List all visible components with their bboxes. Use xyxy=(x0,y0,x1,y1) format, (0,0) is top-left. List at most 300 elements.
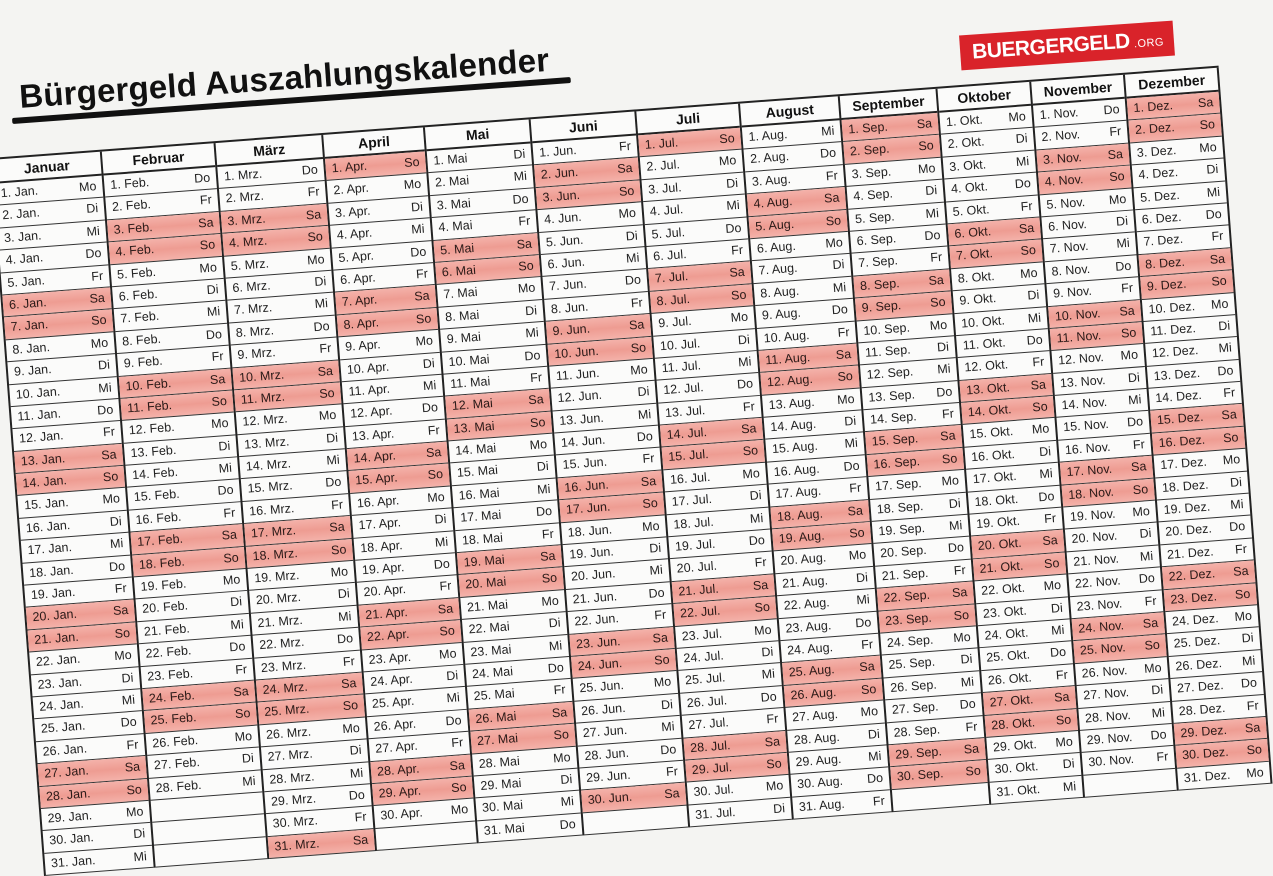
day-weekday: So xyxy=(1210,273,1228,289)
day-weekday: So xyxy=(929,294,947,311)
month-header: Juni xyxy=(531,112,637,144)
day-date: 18. Aug. xyxy=(776,506,824,524)
day-weekday: Di xyxy=(625,228,639,244)
day-weekday: So xyxy=(941,451,958,467)
day-weekday: Fr xyxy=(517,213,531,229)
day-date: 7. Dez. xyxy=(1143,232,1184,250)
day-weekday: Di xyxy=(1038,444,1052,460)
day-weekday: Do xyxy=(523,347,541,363)
day-date: 15. Feb. xyxy=(133,487,181,505)
page-title: Bürgergeld Auszahlungskalender xyxy=(18,40,551,115)
day-date: 31. Aug. xyxy=(798,796,846,814)
day-date: 21. Okt. xyxy=(979,558,1024,576)
day-weekday: Mi xyxy=(1062,779,1077,795)
day-weekday: Mi xyxy=(314,296,329,312)
day-date: 1. Jun. xyxy=(538,143,578,160)
day-weekday: So xyxy=(1144,638,1161,654)
day-weekday: So xyxy=(1234,586,1251,602)
day-date: 16. Okt. xyxy=(970,446,1016,465)
day-date: 30. Jan. xyxy=(48,830,95,848)
day-weekday: Do xyxy=(228,639,246,655)
day-date: 18. Mrz. xyxy=(252,545,299,564)
day-weekday: Fr xyxy=(1108,124,1122,140)
day-weekday: Mo xyxy=(941,473,960,489)
day-date: 23. Jun. xyxy=(575,633,621,651)
day-date: 2. Jul. xyxy=(646,157,681,175)
day-weekday: Di xyxy=(121,670,134,686)
day-date: 28. Okt. xyxy=(990,714,1036,733)
day-date: 17. Apr. xyxy=(358,515,402,533)
day-weekday: So xyxy=(517,258,535,274)
day-date: 11. Jan. xyxy=(16,406,62,424)
day-weekday: Di xyxy=(445,668,459,684)
day-weekday: So xyxy=(742,443,759,459)
day-date: 27. Nov. xyxy=(1082,685,1130,703)
day-weekday: Fr xyxy=(126,737,139,753)
day-date: 22. Feb. xyxy=(145,643,192,661)
day-date: 7. Mrz. xyxy=(233,300,273,318)
day-weekday: Sa xyxy=(616,161,634,177)
day-weekday: So xyxy=(860,681,877,697)
day-date: 16. Feb. xyxy=(135,509,182,527)
day-weekday: So xyxy=(199,237,216,253)
day-weekday: Sa xyxy=(1130,459,1147,475)
day-weekday: Do xyxy=(535,504,553,520)
day-weekday: Fr xyxy=(342,653,356,669)
day-weekday: Mo xyxy=(1234,608,1253,624)
day-weekday: Di xyxy=(1115,213,1129,229)
day-weekday: Do xyxy=(421,400,439,416)
day-date: 14. Okt. xyxy=(967,402,1013,420)
day-date: 23. Sep. xyxy=(884,610,933,628)
day-date: 15. Jul. xyxy=(667,447,710,465)
day-weekday: So xyxy=(541,571,558,587)
day-weekday: Fr xyxy=(825,168,839,184)
brand-logo[interactable] xyxy=(959,21,1175,71)
day-date: 24. Jul. xyxy=(682,648,725,666)
day-weekday: Fr xyxy=(211,349,225,365)
day-date: 6. Okt. xyxy=(953,224,992,241)
day-date: 17. Mrz. xyxy=(250,523,297,541)
day-date: 3. Dez. xyxy=(1136,142,1177,160)
day-date: 13. Apr. xyxy=(351,426,395,444)
day-weekday: Do xyxy=(1103,102,1121,118)
day-weekday: Sa xyxy=(1053,689,1070,705)
day-date: 29. Mai xyxy=(479,775,522,793)
day-weekday: Mo xyxy=(1108,191,1127,207)
day-weekday: Mo xyxy=(730,309,749,326)
day-weekday: Do xyxy=(947,540,965,556)
day-weekday: Fr xyxy=(1132,437,1146,452)
day-date: 16. Nov. xyxy=(1064,439,1111,458)
day-weekday: Sa xyxy=(209,371,226,387)
day-date: 26. Apr. xyxy=(373,716,417,734)
day-weekday: So xyxy=(825,212,842,229)
day-date: 19. Feb. xyxy=(140,576,187,594)
day-weekday: Fr xyxy=(630,295,644,311)
day-date: 13. Okt. xyxy=(965,379,1011,398)
day-date: 6. Mrz. xyxy=(231,278,272,296)
day-date: 22. Okt. xyxy=(980,580,1026,599)
day-weekday: Di xyxy=(660,697,674,712)
day-weekday: Di xyxy=(648,540,662,556)
day-weekday: Do xyxy=(193,170,211,186)
day-date: 8. Okt. xyxy=(957,268,996,286)
day-date: 16. Mai xyxy=(458,485,501,503)
day-date: 23. Feb. xyxy=(146,665,194,684)
month-header: Oktober xyxy=(937,82,1031,113)
day-date: 29. Jul. xyxy=(691,760,733,778)
day-weekday: Mi xyxy=(524,325,540,341)
day-weekday: Di xyxy=(924,183,938,199)
day-weekday: So xyxy=(211,393,228,409)
day-weekday: Do xyxy=(433,556,451,572)
day-weekday: Mo xyxy=(741,466,761,482)
day-date: 22. Mrz. xyxy=(258,635,305,653)
day-date: 10. Dez. xyxy=(1148,298,1196,317)
day-date: 30. Jun. xyxy=(587,789,633,808)
day-weekday: Sa xyxy=(328,519,346,535)
day-weekday: Di xyxy=(843,413,857,429)
day-weekday: Mo xyxy=(403,177,422,193)
day-weekday: Mo xyxy=(1143,660,1163,676)
day-date: 26. Feb. xyxy=(151,732,199,751)
month-header: November xyxy=(1031,75,1125,106)
day-date: 3. Apr. xyxy=(334,203,371,221)
day-weekday: Di xyxy=(325,430,339,446)
day-weekday: Do xyxy=(843,458,861,474)
day-weekday: Do xyxy=(1150,727,1168,743)
day-weekday: Do xyxy=(1114,258,1132,274)
day-date: 17. Feb. xyxy=(136,531,184,550)
day-weekday: Mi xyxy=(960,674,975,690)
day-date: 28. Jul. xyxy=(689,737,731,755)
day-weekday: So xyxy=(953,607,970,623)
day-date: 7. Apr. xyxy=(341,292,378,310)
month-header: Januar xyxy=(0,152,102,184)
day-date: 13. Feb. xyxy=(129,442,177,460)
day-date: 6. Mai xyxy=(441,262,477,280)
day-weekday: Fr xyxy=(450,735,464,751)
day-date: 26. Mrz. xyxy=(265,724,312,742)
day-weekday: Mi xyxy=(97,380,113,396)
day-date: 2. Okt. xyxy=(947,134,985,152)
day-date: 26. Jun. xyxy=(580,700,627,718)
day-weekday: Sa xyxy=(527,392,545,408)
day-date: 8. Mai xyxy=(444,307,480,325)
day-date: 23. Jul. xyxy=(681,626,723,644)
day-date: 3. Sep. xyxy=(851,164,892,182)
day-date: 24. Jan. xyxy=(38,696,85,714)
day-date: 18. Apr. xyxy=(359,537,404,555)
day-weekday: So xyxy=(630,339,647,355)
day-weekday: Mo xyxy=(415,333,434,349)
day-weekday: Do xyxy=(336,631,354,647)
day-weekday: So xyxy=(1199,117,1216,133)
day-date: 27. Aug. xyxy=(791,707,839,725)
day-weekday: Mo xyxy=(78,179,97,195)
day-date: 10. Sep. xyxy=(862,320,911,338)
day-date: 12. Mrz. xyxy=(241,411,289,430)
day-date: 31. Mrz. xyxy=(273,835,320,854)
day-weekday: Mo xyxy=(438,646,457,662)
day-weekday: Do xyxy=(1014,176,1032,192)
day-weekday: Do xyxy=(120,714,138,731)
day-weekday: Sa xyxy=(628,317,645,333)
day-weekday: Fr xyxy=(199,192,213,208)
day-date: 6. Aug. xyxy=(756,238,797,256)
day-date: 14. Mrz. xyxy=(245,456,292,474)
day-weekday: Do xyxy=(313,318,331,334)
day-weekday: Mo xyxy=(125,804,144,820)
day-weekday: Mi xyxy=(1229,497,1244,512)
day-weekday: So xyxy=(450,780,468,796)
day-date: 14. Mai xyxy=(454,440,497,458)
day-date: 5. Feb. xyxy=(116,264,157,282)
day-date: 21. Feb. xyxy=(143,621,191,639)
day-date: 7. Sep. xyxy=(857,253,899,271)
day-weekday: Sa xyxy=(100,447,118,463)
month-header: Dezember xyxy=(1125,68,1219,99)
day-date: 25. Feb. xyxy=(150,710,197,728)
day-weekday: Fr xyxy=(618,138,632,154)
day-date: 13. Mrz. xyxy=(243,434,290,452)
day-weekday: Mi xyxy=(446,690,461,706)
day-date: 25. Nov. xyxy=(1079,640,1127,659)
day-date: 10. Okt. xyxy=(960,312,1006,331)
day-date: 20. Nov. xyxy=(1071,528,1118,547)
day-date: 14. Nov. xyxy=(1061,395,1108,413)
day-date: 17. Nov. xyxy=(1066,462,1113,480)
day-date: 4. Mrz. xyxy=(228,233,268,251)
day-date: 5. Jul. xyxy=(651,224,686,242)
day-date: 30. Mrz. xyxy=(272,813,319,831)
day-date: 9. Okt. xyxy=(958,291,997,308)
day-date: 12. Jan. xyxy=(18,428,65,446)
day-date: 26. Okt. xyxy=(987,670,1033,688)
day-weekday: So xyxy=(125,781,143,798)
day-weekday: Sa xyxy=(740,421,757,437)
day-date: 20. Mai xyxy=(464,574,507,592)
day-weekday: Do xyxy=(659,741,677,757)
day-weekday: Mi xyxy=(1015,153,1030,169)
day-weekday: Do xyxy=(445,713,462,729)
day-date: 17. Sep. xyxy=(874,476,923,494)
day-weekday: So xyxy=(114,625,131,641)
month-header: Mai xyxy=(425,120,531,152)
day-weekday: Di xyxy=(867,726,881,742)
day-weekday: Di xyxy=(832,257,845,273)
day-weekday: Mo xyxy=(618,205,637,222)
day-date: 4. Apr. xyxy=(336,225,373,243)
logo-text: BUERGERGELD xyxy=(971,29,1131,64)
day-weekday: Fr xyxy=(742,399,756,414)
day-date: 16. Jun. xyxy=(563,477,610,495)
day-date: 15. Mai xyxy=(456,463,499,481)
day-weekday: Sa xyxy=(1209,251,1226,267)
day-date: 3. Jan. xyxy=(3,228,42,245)
day-date: 25. Jun. xyxy=(578,678,625,696)
day-date: 29. Dez. xyxy=(1179,722,1228,741)
day-weekday: So xyxy=(917,138,935,154)
day-weekday: Mi xyxy=(109,536,124,552)
day-date: 13. Jul. xyxy=(664,402,706,420)
day-date: 3. Nov. xyxy=(1042,149,1083,167)
day-date: 22. Jul. xyxy=(679,603,721,621)
day-date: 18. Jul. xyxy=(672,514,715,532)
day-date: 2. Mai xyxy=(434,173,470,191)
day-weekday: So xyxy=(754,600,771,616)
day-date: 15. Nov. xyxy=(1062,417,1110,435)
day-date: 10. Feb. xyxy=(124,375,172,393)
day-weekday: Do xyxy=(324,475,342,491)
day-weekday: Do xyxy=(1049,645,1067,661)
day-date: 30. Mai xyxy=(481,798,524,816)
day-date: 16. Dez. xyxy=(1158,432,1206,451)
day-date: 1. Aug. xyxy=(748,127,788,145)
day-date: 18. Mai xyxy=(461,530,504,548)
day-weekday: Fr xyxy=(730,242,744,258)
day-date: 6. Feb. xyxy=(118,286,159,304)
day-weekday: Mo xyxy=(113,648,133,664)
day-weekday: Sa xyxy=(449,757,466,773)
day-date: 21. Jan. xyxy=(33,629,80,647)
day-date: 9. Jun. xyxy=(552,321,591,339)
day-weekday: Di xyxy=(337,586,351,602)
day-weekday: Fr xyxy=(1211,229,1224,244)
day-weekday: Fr xyxy=(941,406,955,422)
day-date: 28. Jun. xyxy=(583,745,630,763)
day-weekday: Sa xyxy=(352,832,369,848)
day-date: 5. Okt. xyxy=(952,201,990,219)
day-date: 4. Aug. xyxy=(753,194,793,212)
day-weekday: Sa xyxy=(539,548,556,564)
day-weekday: Mi xyxy=(241,773,256,789)
day-date: 27. Feb. xyxy=(153,755,201,773)
day-date: 31. Jan. xyxy=(50,852,96,871)
day-weekday: Fr xyxy=(1155,749,1169,765)
day-weekday: Mo xyxy=(753,622,773,638)
day-date: 24. Mai xyxy=(471,664,514,682)
day-weekday: Mo xyxy=(1198,139,1218,156)
day-date: 29. Aug. xyxy=(795,751,842,770)
day-weekday: So xyxy=(342,698,359,714)
day-weekday: Fr xyxy=(1120,280,1134,296)
day-date: 28. Dez. xyxy=(1178,700,1226,718)
day-date: 7. Jun. xyxy=(548,276,588,294)
day-date: 25. Sep. xyxy=(888,654,936,673)
day-weekday: Do xyxy=(1228,519,1246,535)
day-weekday: Sa xyxy=(951,585,968,601)
day-weekday: Di xyxy=(1062,756,1075,772)
day-date: 25. Mrz. xyxy=(263,701,310,720)
day-date: 27. Sep. xyxy=(891,699,939,718)
day-weekday: Mo xyxy=(426,489,446,506)
day-date: 23. Okt. xyxy=(982,603,1028,621)
day-date: 17. Jul. xyxy=(671,492,713,510)
day-date: 17. Dez. xyxy=(1159,454,1208,473)
day-weekday: Mi xyxy=(832,279,847,295)
day-weekday: So xyxy=(1120,325,1137,341)
day-date: 11. Nov. xyxy=(1056,328,1102,346)
day-date: 10. Apr. xyxy=(346,359,390,377)
day-date: 30. Dez. xyxy=(1181,745,1230,763)
day-weekday: Fr xyxy=(848,480,862,496)
day-date: 27. Jan. xyxy=(43,763,90,781)
day-date: 21. Mrz. xyxy=(257,612,304,631)
day-date: 20. Jan. xyxy=(32,607,78,625)
day-date: 31. Dez. xyxy=(1183,767,1231,785)
day-date: 11. Mai xyxy=(449,374,491,392)
day-date: 11. Sep. xyxy=(864,342,912,360)
day-weekday: Sa xyxy=(1142,615,1159,631)
day-weekday: Fr xyxy=(541,526,555,542)
day-weekday: Fr xyxy=(553,682,567,698)
day-date: 19. Okt. xyxy=(975,513,1021,532)
day-date: 25. Apr. xyxy=(371,694,415,712)
day-date: 25. Jul. xyxy=(684,670,726,688)
day-date: 27. Mai xyxy=(476,731,519,749)
day-date: 25. Dez. xyxy=(1173,633,1221,651)
day-weekday: So xyxy=(641,496,659,512)
day-date: 7. Aug. xyxy=(758,261,798,279)
day-date: 13. Jun. xyxy=(558,410,605,428)
day-date: 4. Mai xyxy=(437,218,473,235)
day-weekday: Di xyxy=(960,652,973,667)
day-date: 22. Apr. xyxy=(366,627,410,645)
day-weekday: Mo xyxy=(90,335,109,351)
day-weekday: Do xyxy=(854,614,872,631)
day-date: 9. Mai xyxy=(446,329,482,347)
day-weekday: Mo xyxy=(210,416,230,432)
calendar xyxy=(0,66,1273,876)
day-date: 2. Aug. xyxy=(749,149,790,167)
day-weekday: So xyxy=(307,229,324,245)
day-date: 3. Mai xyxy=(436,195,472,213)
day-weekday: Di xyxy=(422,355,436,371)
day-weekday: Mi xyxy=(948,518,963,534)
day-weekday: Mo xyxy=(1019,265,1039,281)
day-date: 10. Aug. xyxy=(763,327,810,345)
day-date: 11. Dez. xyxy=(1149,320,1197,339)
day-weekday: So xyxy=(1246,742,1263,758)
day-weekday: Di xyxy=(132,826,146,842)
day-weekday: Di xyxy=(1015,131,1028,147)
day-date: 19. Jul. xyxy=(674,536,716,554)
day-date: 8. Dez. xyxy=(1144,254,1186,272)
day-weekday: Di xyxy=(948,495,962,511)
day-date: 10. Jan. xyxy=(15,383,61,402)
day-weekday: Mo xyxy=(102,491,121,507)
day-date: 13. Jan. xyxy=(20,450,66,469)
day-date: 29. Jun. xyxy=(585,767,632,785)
day-weekday: Mi xyxy=(560,794,575,810)
day-date: 8. Aug. xyxy=(759,283,800,301)
day-date: 9. Jul. xyxy=(657,314,693,331)
day-weekday: So xyxy=(653,652,671,668)
day-date: 17. Jan. xyxy=(27,540,73,558)
day-date: 16. Jul. xyxy=(669,469,711,487)
day-weekday: Sa xyxy=(764,733,781,750)
day-weekday: Mi xyxy=(725,198,741,214)
day-weekday: So xyxy=(90,313,108,329)
day-date: 12. Okt. xyxy=(963,357,1009,375)
day-weekday: Do xyxy=(409,244,427,260)
day-weekday: Sa xyxy=(728,265,746,281)
day-date: 12. Feb. xyxy=(128,420,176,438)
day-date: 1. Dez. xyxy=(1132,98,1174,116)
day-date: 20. Feb. xyxy=(141,598,189,617)
